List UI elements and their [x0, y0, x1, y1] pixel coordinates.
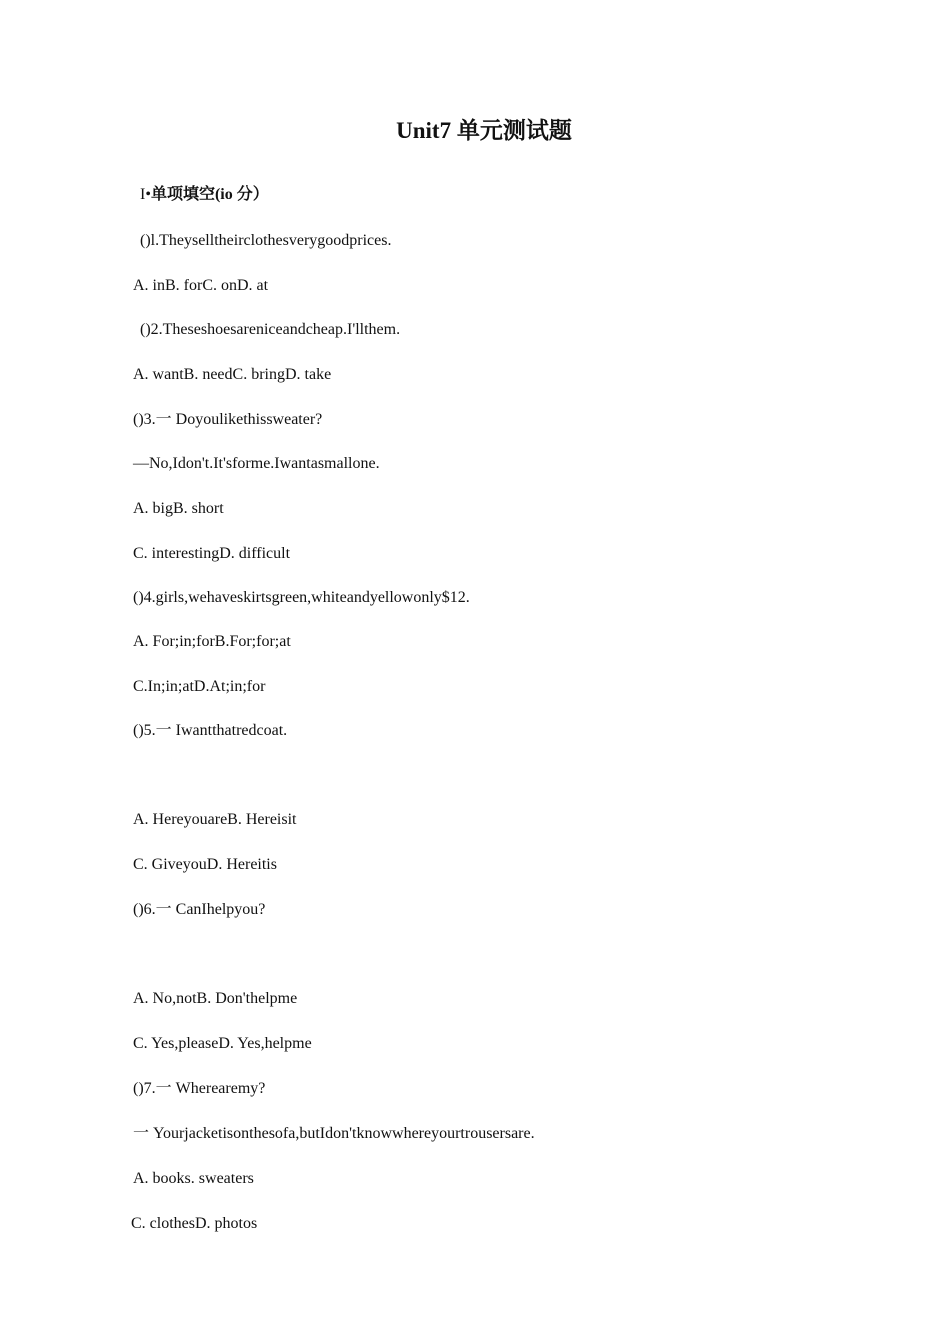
question-1-options: A. inB. forC. onD. at: [133, 277, 269, 294]
page-title: Unit7 单元测试题: [396, 118, 572, 143]
section-heading-prefix: I•: [140, 186, 151, 203]
question-3-options-cd: C. interestingD. difficult: [133, 545, 291, 562]
question-2-options: A. wantB. needC. bringD. take: [133, 366, 332, 383]
question-6: ()6.一 CanIhelpyou?: [133, 901, 266, 918]
question-3-options-ab: A. bigB. short: [133, 500, 224, 517]
question-7-options-ab: A. books. sweaters: [133, 1170, 254, 1187]
question-3-response: —No,Idon't.It'sforme.Iwantasmallone.: [133, 455, 380, 472]
question-5-options-ab: A. HereyouareB. Hereisit: [133, 811, 297, 828]
question-2: ()2.Theseshoesareniceandcheap.I'llthem.: [140, 321, 401, 338]
question-7: ()7.一 Wherearemy?: [133, 1080, 266, 1097]
question-4-options-ab: A. For;in;forB.For;for;at: [133, 633, 291, 650]
question-4: ()4.girls,wehaveskirtsgreen,whiteandyellowonly$12.: [133, 589, 470, 606]
question-7-response: 一 Yourjacketisonthesofa,butIdon'tknowwhereyourtrousersare.: [133, 1125, 535, 1142]
question-5: ()5.一 Iwantthatredcoat.: [133, 722, 288, 739]
question-3: ()3.一 Doyoulikethissweater?: [133, 411, 323, 428]
question-4-options-cd: C.In;in;atD.At;in;for: [133, 678, 266, 695]
section-heading-text: 单项填空(io 分）: [150, 186, 269, 203]
question-5-options-cd: C. GiveyouD. Hereitis: [133, 856, 277, 873]
question-6-options-cd: C. Yes,pleaseD. Yes,helpme: [133, 1035, 312, 1052]
section-heading: [140, 185, 269, 205]
question-1: ()l.Theyselltheirclothesverygoodprices.: [140, 232, 392, 249]
question-7-options-cd: C. clothesD. photos: [131, 1215, 258, 1232]
question-6-options-ab: A. No,notB. Don'thelpme: [133, 990, 298, 1007]
